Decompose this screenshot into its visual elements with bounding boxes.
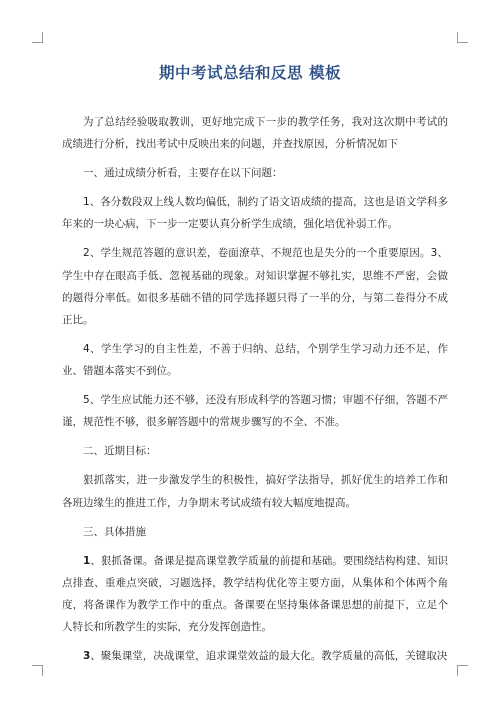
document-body [62, 111, 448, 674]
paragraph-measure-3: 3、聚集课堂，决战课堂，追求课堂效益的最大化。教学质量的高低，关键取决 [83, 650, 448, 663]
paragraph-intro: 为了总结经验吸取教训，更好地完成下一步的教学任务，我对这次期中考试的成绩进行分析，找出考试中反映出来的问题，并查找原因，分析情况如下 [62, 116, 448, 151]
measure-number: 3 [83, 650, 91, 663]
paragraph-section-2-heading: 二、近期目标： [83, 445, 157, 458]
paragraph-item-4: 4、学生学习的自主性差，不善于归纳、总结，个别学生学习动力还不足，作业、错题本落实不到位。 [62, 343, 448, 378]
crop-mark-bottom-left [32, 665, 43, 676]
measure-number: 1 [83, 554, 91, 567]
paragraph-measure-1: 1、狠抓备课。备课是提高课堂教学质量的前提和基础。要围绕结构构建、知识点排查、重难点突破，习题选择，教学结构优化等主要方面，从集体和个体两个角度，将备课作为教学工作中的重点。备课要在坚持集体备课思想的前提下，立足个人特长和所教学生的实际，充分发挥创造性。 [62, 554, 448, 634]
paragraph-section-1-heading: 一、通过成绩分析看，主要存在以下问题： [83, 167, 283, 180]
paragraph-item-1: 1、各分数段双上线人数均偏低，制约了语文语成绩的提高，这也是语文学科多年来的一块心病，下一步一定要认真分析学生成绩，强化培优补弱工作。 [62, 196, 448, 231]
paragraph-item-2-3: 2、学生规范答题的意识差，卷面潦草、不规范也是失分的一个重要原因。3、学生中存在眼高手低、忽视基础的现象。对知识掌握不够扎实，思维不严密，会做的题得分率低。如很多基础不错的同学选择题只得了一半的分，与第二卷得分不成正比。 [62, 247, 448, 327]
paragraph-section-3-heading: 三、具体措施 [83, 525, 146, 538]
paragraph-item-5: 5、学生应试能力还不够，还没有形成科学的答题习惯；审题不仔细，答题不严谨，规范性不够，很多解答题中的常规步骤写的不全、不准。 [62, 394, 448, 429]
paragraph-goal: 狠抓落实，进一步激发学生的积极性，搞好学法指导，抓好优生的培养工作和各班边缘生的推进工作，力争期末考试成绩有较大幅度地提高。 [62, 474, 448, 509]
crop-mark-bottom-right [457, 665, 468, 676]
crop-mark-top-right [457, 32, 468, 43]
crop-mark-top-left [32, 32, 43, 43]
document-title: 期中考试总结和反思 模板 [159, 64, 341, 82]
